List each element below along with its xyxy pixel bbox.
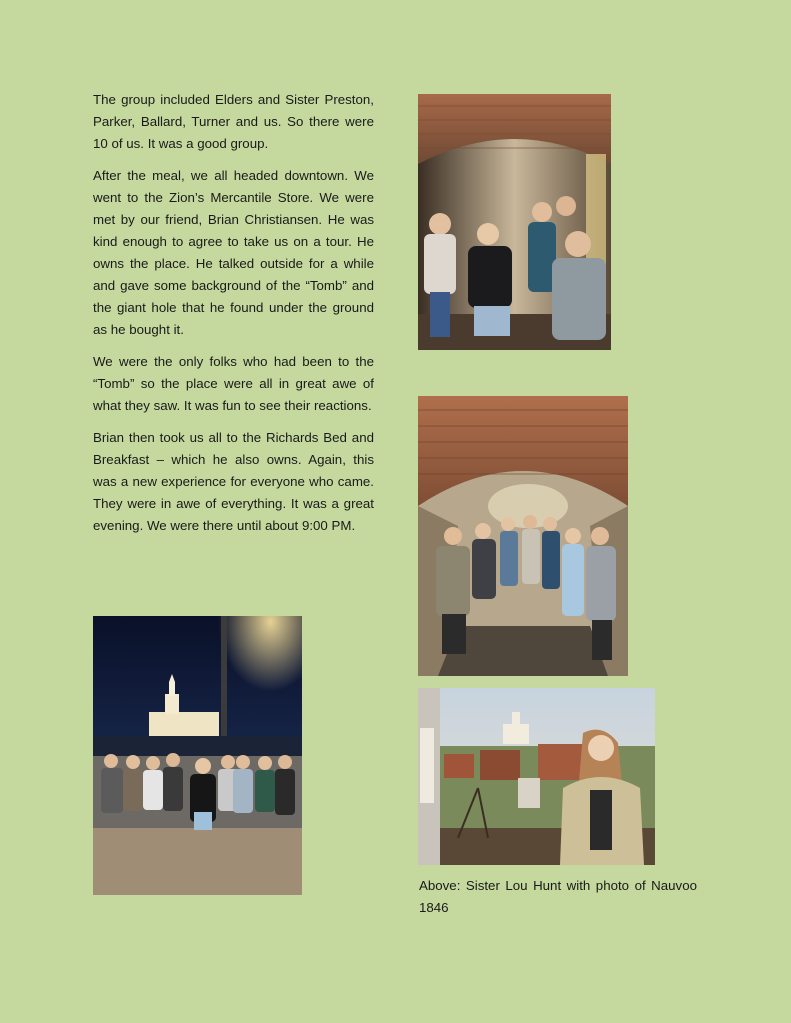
tunnel-group-photo-2 bbox=[418, 396, 628, 676]
mural-portrait-photo bbox=[418, 688, 655, 865]
article-text bbox=[93, 89, 374, 547]
night-temple-group-photo bbox=[93, 616, 302, 895]
photo-caption: Above: Sister Lou Hunt with photo of Nauvoo 1846 bbox=[419, 878, 697, 915]
article-paragraph-4: Brian then took us all to the Richards Bed and Breakfast – which he also owns. Again, this was a new experience for everyone who came. They were in awe of everything. It was a great evening. We were there until about 9:00 PM. bbox=[93, 430, 374, 533]
article-paragraph-1: The group included Elders and Sister Preston, Parker, Ballard, Turner and us. So there were 10 of us. It was a good group. bbox=[93, 92, 374, 151]
article-paragraph-3: We were the only folks who had been to the “Tomb” so the place were all in great awe of what they saw. It was fun to see their reactions. bbox=[93, 354, 374, 413]
article-paragraph-2: After the meal, we all headed downtown. We went to the Zion’s Mercantile Store. We were met by our friend, Brian Christiansen. He was kind enough to agree to take us on a tour. He owns the place. He talked outside for a while and gave some background of the “Tomb” and the giant hole that he found under the ground as he bought it. bbox=[93, 168, 374, 337]
tunnel-group-photo-1 bbox=[418, 94, 611, 350]
